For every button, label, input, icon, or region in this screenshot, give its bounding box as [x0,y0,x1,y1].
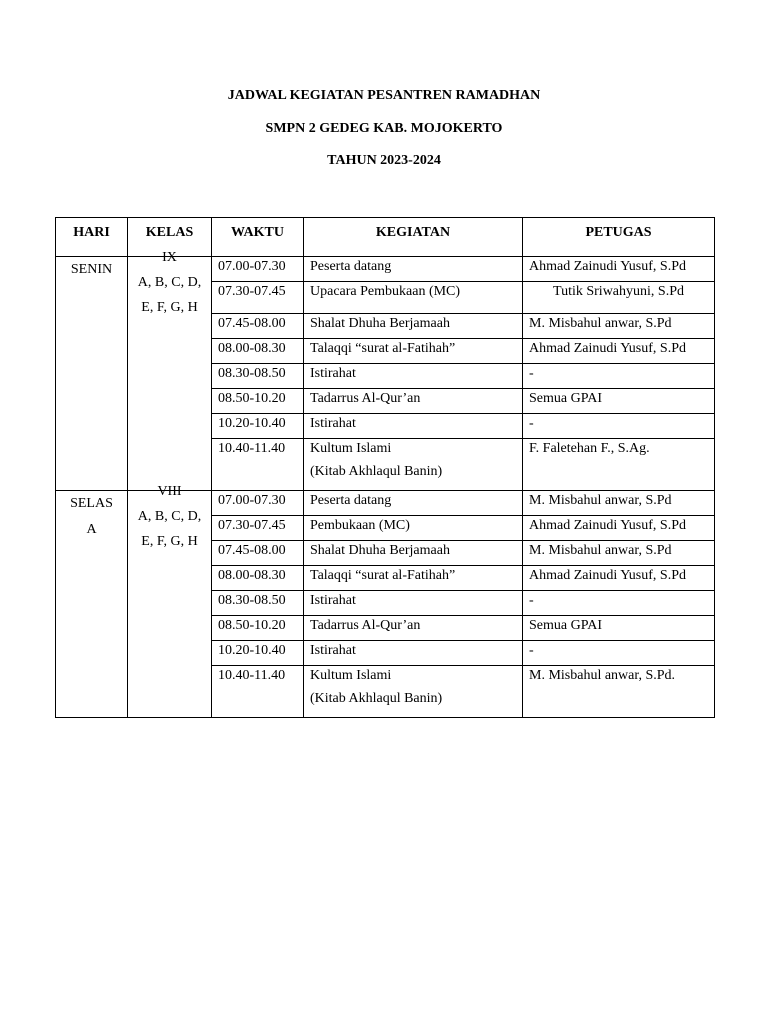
waktu-cell: 07.45-08.00 [212,314,304,339]
petugas-cell: Semua GPAI [523,389,715,414]
column-header-petugas: PETUGAS [523,218,715,257]
petugas-cell: Ahmad Zainudi Yusuf, S.Pd [523,339,715,364]
kelas-grade: IX [162,250,177,265]
petugas-cell: Tutik Sriwahyuni, S.Pd [523,282,715,314]
kegiatan-cell: Peserta datang [304,257,523,282]
kelas-sections: E, F, G, H [141,300,198,315]
kegiatan-cell: Istirahat [304,591,523,616]
kelas-sections: E, F, G, H [141,534,198,549]
kegiatan-cell [304,666,523,718]
kegiatan-cell: Talaqqi “surat al-Fatihah” [304,566,523,591]
kegiatan-cell [304,439,523,491]
kegiatan-cell: Tadarrus Al-Qur’an [304,616,523,641]
column-header-waktu: WAKTU [212,218,304,257]
kelas-cell [128,250,212,491]
document-title: JADWAL KEGIATAN PESANTREN RAMADHAN [227,88,541,103]
kelas-sections: A, B, C, D, [137,509,202,524]
day-label: SENIN [70,262,113,277]
waktu-cell: 08.30-08.50 [212,364,304,389]
waktu-cell: 10.20-10.40 [212,414,304,439]
waktu-cell: 10.20-10.40 [212,641,304,666]
petugas-cell: Ahmad Zainudi Yusuf, S.Pd [523,566,715,591]
petugas-cell: M. Misbahul anwar, S.Pd [523,314,715,339]
petugas-cell: M. Misbahul anwar, S.Pd [523,541,715,566]
day-label: SELAS [70,496,113,511]
waktu-cell: 07.45-08.00 [212,541,304,566]
petugas-cell: M. Misbahul anwar, S.Pd [523,491,715,516]
waktu-cell: 07.00-07.30 [212,257,304,282]
kelas-grade: VIII [157,484,182,499]
day-cell [56,257,128,491]
table-row [56,257,715,282]
kegiatan-cell: Talaqqi “surat al-Fatihah” [304,339,523,364]
kegiatan-cell: Shalat Dhuha Berjamaah [304,541,523,566]
waktu-cell: 08.00-08.30 [212,566,304,591]
kegiatan-cell: Upacara Pembukaan (MC) [304,282,523,314]
kelas-cell [128,484,212,718]
column-header-kegiatan: KEGIATAN [304,218,523,257]
petugas-cell: Semua GPAI [523,616,715,641]
kegiatan-cell: Istirahat [304,641,523,666]
kegiatan-cell: Pembukaan (MC) [304,516,523,541]
kegiatan-cell: Peserta datang [304,491,523,516]
waktu-cell: 10.40-11.40 [212,666,304,718]
day-label-continued: A [86,522,97,537]
waktu-cell: 08.30-08.50 [212,591,304,616]
kegiatan-text: Kultum Islami [310,668,392,683]
kegiatan-subtext: (Kitab Akhlaqul Banin) [310,691,443,706]
waktu-cell: 08.50-10.20 [212,616,304,641]
schedule-table [55,217,715,718]
waktu-cell: 07.30-07.45 [212,516,304,541]
kegiatan-cell: Istirahat [304,364,523,389]
petugas-cell: Ahmad Zainudi Yusuf, S.Pd [523,516,715,541]
day-cell [56,491,128,718]
waktu-cell: 10.40-11.40 [212,439,304,491]
petugas-cell: F. Faletehan F., S.Ag. [523,439,715,491]
kegiatan-cell: Tadarrus Al-Qur’an [304,389,523,414]
kegiatan-cell: Shalat Dhuha Berjamaah [304,314,523,339]
kegiatan-subtext: (Kitab Akhlaqul Banin) [310,464,443,479]
kegiatan-text: Kultum Islami [310,441,392,456]
petugas-cell: - [523,414,715,439]
petugas-cell: - [523,364,715,389]
table-row [56,491,715,516]
kegiatan-cell: Istirahat [304,414,523,439]
petugas-cell: - [523,641,715,666]
petugas-cell: M. Misbahul anwar, S.Pd. [523,666,715,718]
school-name: SMPN 2 GEDEG KAB. MOJOKERTO [265,121,503,136]
petugas-cell: Ahmad Zainudi Yusuf, S.Pd [523,257,715,282]
column-header-kelas: KELAS [128,218,212,257]
petugas-cell: - [523,591,715,616]
kelas-sections: A, B, C, D, [137,275,202,290]
waktu-cell: 08.00-08.30 [212,339,304,364]
waktu-cell: 08.50-10.20 [212,389,304,414]
waktu-cell: 07.00-07.30 [212,491,304,516]
column-header-hari: HARI [56,218,128,257]
waktu-cell: 07.30-07.45 [212,282,304,314]
academic-year: TAHUN 2023-2024 [327,153,441,168]
